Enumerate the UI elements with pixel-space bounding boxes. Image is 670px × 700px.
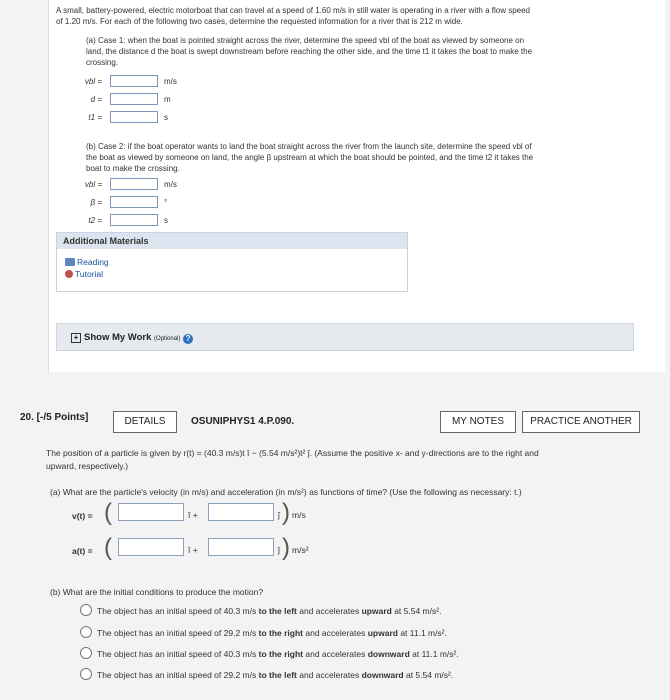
option-1-direction: to the left (258, 606, 297, 616)
case-a-d-input[interactable] (110, 93, 158, 105)
additional-materials-title: Additional Materials (57, 233, 407, 249)
option-4-post: at 5.54 m/s². (403, 670, 454, 680)
option-1[interactable] (80, 604, 441, 616)
velocity-label: v(t) = (72, 511, 93, 521)
case-b-vbl-unit: m/s (164, 180, 177, 189)
case-b-t2-unit: s (164, 216, 168, 225)
case-b-line-1: (b) Case 2: if the boat operator wants to land the boat straight across the river from the launch site, determine the speed vbl of (86, 142, 532, 151)
option-1-accel-dir: upward (361, 606, 392, 616)
optional-tag: (Optional) (154, 336, 181, 342)
practice-another-button[interactable]: PRACTICE ANOTHER (522, 411, 640, 433)
tutorial-label: Tutorial (75, 269, 104, 279)
option-2[interactable] (80, 626, 447, 638)
case-a-t1-unit: s (164, 113, 168, 122)
case-a-line-3: crossing. (86, 58, 119, 67)
option-2-accel-dir: upward (367, 628, 398, 638)
show-my-work-label: Show My Work (84, 332, 152, 343)
case-a-vbl-label: vbl = (84, 77, 102, 86)
option-1-mid: and accelerates (296, 606, 362, 616)
case-b-vbl-label: vbl = (84, 180, 102, 189)
velocity-j-input[interactable] (208, 503, 274, 521)
intro-line-2: of 1.20 m/s. For each of the following two cases, determine the requested information for a river that is 212 m wide. (56, 17, 463, 26)
show-my-work-bar[interactable] (56, 323, 634, 351)
tutorial-link[interactable] (65, 269, 103, 279)
radio-option-4[interactable] (80, 668, 92, 680)
radio-option-3[interactable] (80, 647, 92, 659)
option-4-direction: to the left (258, 670, 297, 680)
velocity-i-hat: î + (188, 510, 198, 520)
option-2-post: at 11.1 m/s². (397, 628, 447, 638)
part-b-prompt: (b) What are the initial conditions to produce the motion? (50, 587, 264, 597)
case-a-d-label: d = (90, 95, 102, 104)
velocity-unit: m/s (292, 510, 306, 520)
case-b-beta-label: β = (90, 198, 102, 207)
reading-link[interactable] (65, 257, 109, 267)
option-3-direction: to the right (258, 649, 303, 659)
help-icon[interactable]: ? (183, 334, 193, 344)
option-3-mid: and accelerates (303, 649, 368, 659)
option-2-direction: to the right (258, 628, 303, 638)
part-a-prompt: (a) What are the particle's velocity (in m/s) and acceleration (in m/s²) as functions of time? (Use the following as necessary: t.) (50, 487, 522, 497)
intro-line-1: A small, battery-powered, electric motorboat that can travel at a speed of 1.60 m/s in still water is operating in a river with a flow speed (56, 6, 531, 15)
question-20-header: 20. [-/5 Points] (20, 412, 89, 423)
option-3-post: at 11.1 m/s². (409, 649, 459, 659)
case-b-line-2: the boat as viewed by someone on land, the angle β upstream at which the boat should be pointed, and the time t2 it takes the (86, 153, 534, 162)
acceleration-j-input[interactable] (208, 538, 274, 556)
case-b-vbl-input[interactable] (110, 178, 158, 190)
case-b-t2-input[interactable] (110, 214, 158, 226)
case-a-line-1: (a) Case 1: when the boat is pointed straight across the river, determine the speed vbl of the boat as viewed by someone on (86, 36, 525, 45)
option-1-pre: The object has an initial speed of 40.3 m/s (97, 606, 259, 616)
case-b-beta-unit: ° (164, 198, 168, 207)
case-a-line-2: land, the distance d the boat is swept downstream before reaching the other side, and the time t1 it takes the boat to make the (86, 47, 533, 56)
option-4-accel-dir: downward (361, 670, 404, 680)
acceleration-i-hat: î + (188, 545, 198, 555)
acceleration-label: a(t) = (72, 546, 93, 556)
additional-materials-panel (56, 232, 408, 292)
question-20-id: OSUNIPHYS1 4.P.090. (191, 416, 295, 427)
tutorial-icon (65, 270, 73, 278)
option-2-pre: The object has an initial speed of 29.2 m/s (97, 628, 259, 638)
option-3-accel-dir: downward (367, 649, 410, 659)
velocity-close-paren: ) (282, 499, 290, 526)
acceleration-i-input[interactable] (118, 538, 184, 556)
acceleration-close-paren: ) (282, 534, 290, 561)
case-b-line-3: boat to make the crossing. (86, 164, 180, 173)
option-3[interactable] (80, 647, 459, 659)
option-4[interactable] (80, 668, 453, 680)
case-a-t1-label: t1 = (88, 113, 102, 122)
velocity-j-hat: ĵ (278, 510, 280, 520)
radio-option-2[interactable] (80, 626, 92, 638)
velocity-open-paren: ( (104, 499, 112, 526)
expand-plus-icon: + (71, 333, 81, 343)
case-a-d-unit: m (164, 95, 171, 104)
option-4-mid: and accelerates (296, 670, 362, 680)
details-button[interactable]: DETAILS (113, 411, 177, 433)
case-a-vbl-unit: m/s (164, 77, 177, 86)
my-notes-button[interactable]: MY NOTES (440, 411, 516, 433)
case-b-beta-input[interactable] (110, 196, 158, 208)
question-20-statement-1: The position of a particle is given by r(t) = (40.3 m/s)t î − (5.54 m/s²)t² ĵ. (Assume the positive x- and y-directions are to the right and (46, 448, 539, 458)
acceleration-open-paren: ( (104, 534, 112, 561)
option-3-pre: The object has an initial speed of 40.3 m/s (97, 649, 259, 659)
acceleration-j-hat: ĵ (278, 545, 280, 555)
reading-label: Reading (77, 257, 109, 267)
option-1-post: at 5.54 m/s². (391, 606, 442, 616)
acceleration-unit: m/s² (292, 545, 309, 555)
velocity-i-input[interactable] (118, 503, 184, 521)
option-2-mid: and accelerates (303, 628, 368, 638)
option-4-pre: The object has an initial speed of 29.2 m/s (97, 670, 259, 680)
book-icon (65, 258, 75, 266)
question-20-statement-2: upward, respectively.) (46, 461, 129, 471)
case-b-t2-label: t2 = (88, 216, 102, 225)
case-a-t1-input[interactable] (110, 111, 158, 123)
show-my-work-toggle[interactable] (71, 332, 193, 344)
radio-option-1[interactable] (80, 604, 92, 616)
case-a-vbl-input[interactable] (110, 75, 158, 87)
